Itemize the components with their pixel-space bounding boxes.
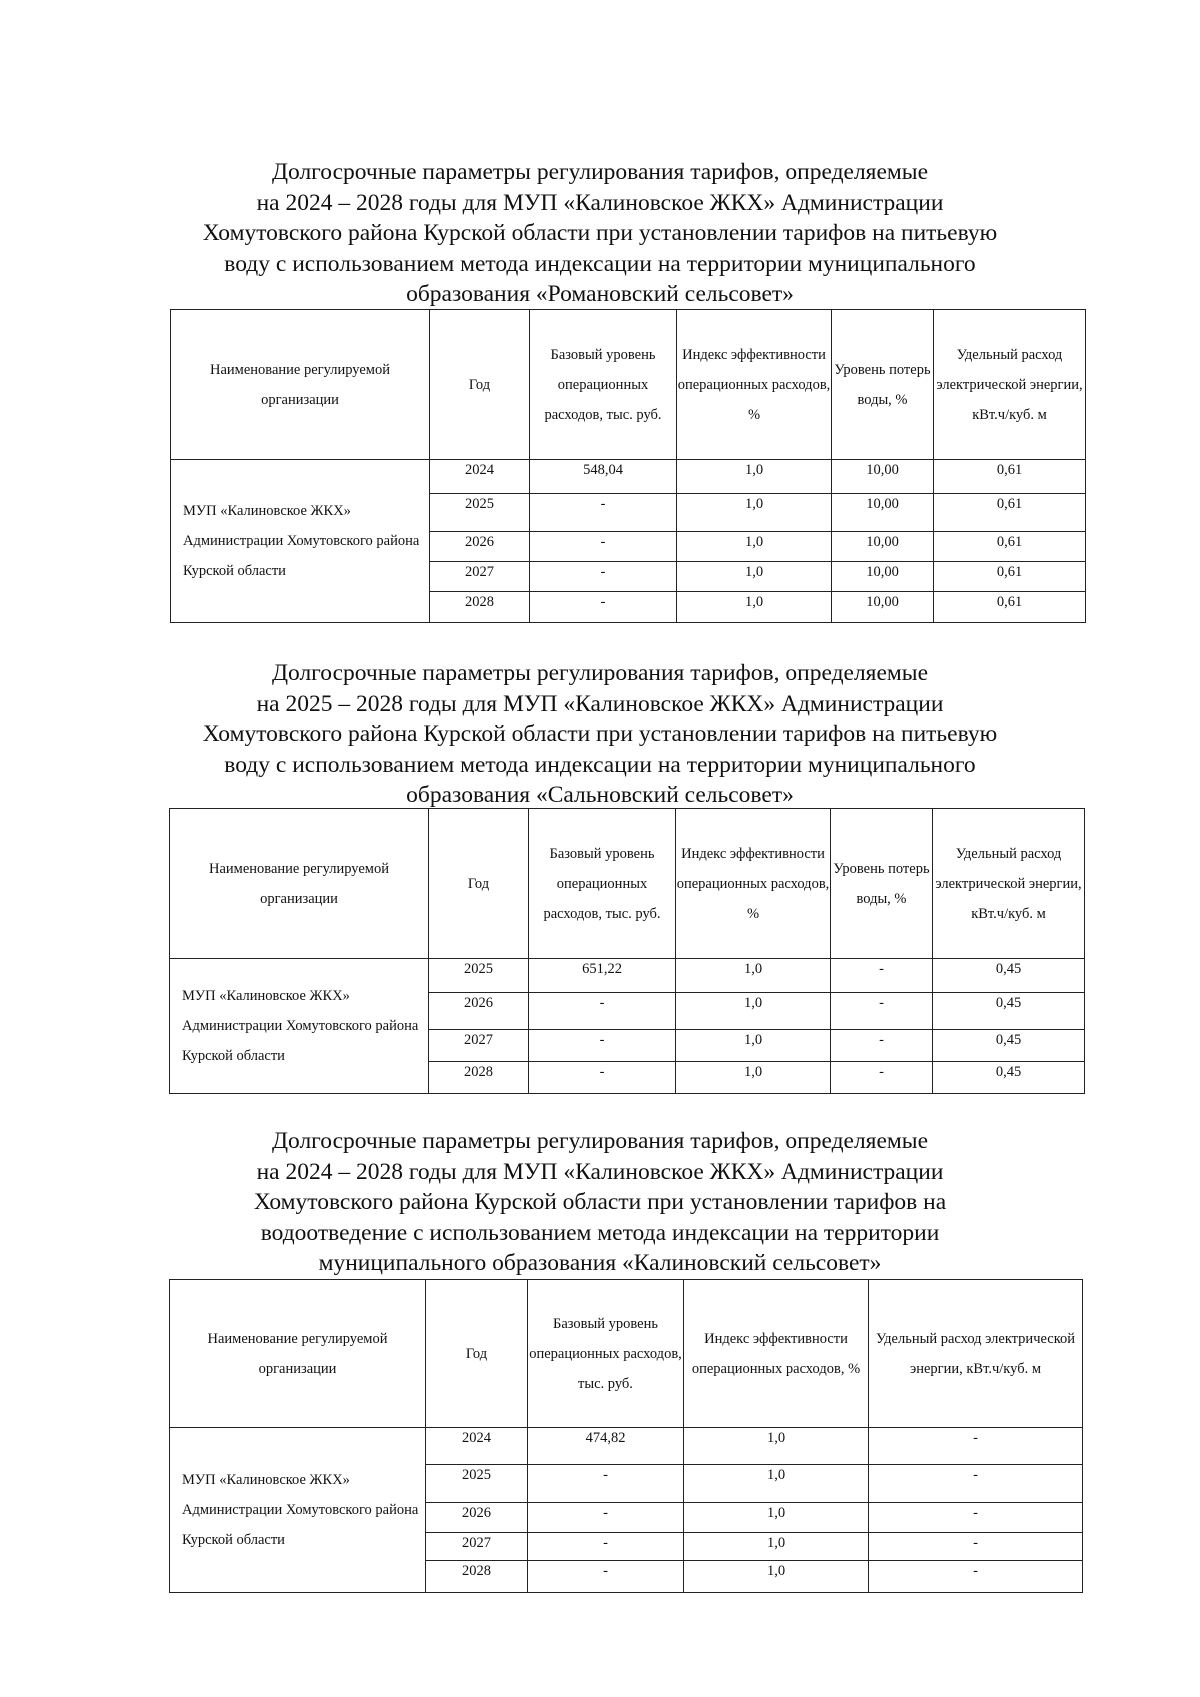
cell-loss: - xyxy=(831,959,933,993)
title-line: Долгосрочные параметры регулирования тарифов, определяемые xyxy=(271,159,929,185)
cell-index: 1,0 xyxy=(684,1533,869,1561)
header-energy: Удельный расход электрической энергии, кВт.ч/куб. м xyxy=(934,310,1086,460)
header-year: Год xyxy=(426,1280,528,1428)
cell-base: - xyxy=(528,1533,684,1561)
cell-year: 2027 xyxy=(430,562,530,592)
cell-index: 1,0 xyxy=(676,1030,831,1062)
cell-year: 2024 xyxy=(426,1428,528,1465)
title-line: водоотведение с использованием метода индексации на территории xyxy=(260,1219,940,1246)
cell-index: 1,0 xyxy=(684,1503,869,1533)
section-salnovsky xyxy=(0,658,1200,811)
cell-year: 2028 xyxy=(429,1062,529,1094)
cell-loss: - xyxy=(831,993,933,1030)
cell-base: - xyxy=(529,1062,676,1094)
cell-energy: 0,45 xyxy=(933,959,1085,993)
title-line: на 2024 – 2028 годы для МУП «Калиновское ЖКХ» Администрации xyxy=(256,189,944,216)
tariff-table-salnovsky xyxy=(169,808,1085,1094)
cell-year: 2026 xyxy=(429,993,529,1030)
cell-loss: - xyxy=(831,1062,933,1094)
header-org: Наименование регулируемой организации xyxy=(171,310,430,460)
title-line: Долгосрочные параметры регулирования тарифов, определяемые xyxy=(271,1128,929,1154)
cell-index: 1,0 xyxy=(684,1428,869,1465)
cell-energy: 0,45 xyxy=(933,1062,1085,1094)
cell-year: 2026 xyxy=(430,532,530,562)
cell-year: 2028 xyxy=(426,1561,528,1593)
cell-energy: 0,61 xyxy=(934,532,1086,562)
title-line: Долгосрочные параметры регулирования тарифов, определяемые xyxy=(271,660,929,686)
title-line: воду с использованием метода индексации на территории муниципального xyxy=(224,751,976,778)
cell-base: - xyxy=(529,1030,676,1062)
header-year: Год xyxy=(430,310,530,460)
cell-index: 1,0 xyxy=(684,1465,869,1503)
cell-energy: - xyxy=(869,1533,1083,1561)
cell-year: 2027 xyxy=(426,1533,528,1561)
cell-base: - xyxy=(528,1503,684,1533)
cell-energy: 0,61 xyxy=(934,494,1086,532)
cell-base: - xyxy=(530,532,677,562)
cell-energy: - xyxy=(869,1561,1083,1593)
cell-energy: 0,45 xyxy=(933,1030,1085,1062)
section-title xyxy=(90,1126,1110,1279)
section-romanovsky xyxy=(0,157,1200,310)
cell-base: 474,82 xyxy=(528,1428,684,1465)
header-energy: Удельный расход электрической энергии, кВт.ч/куб. м xyxy=(933,809,1085,959)
header-loss: Уровень потерь воды, % xyxy=(832,310,934,460)
header-org: Наименование регулируемой организации xyxy=(170,809,429,959)
header-org: Наименование регулируемой организации xyxy=(170,1280,426,1428)
cell-index: 1,0 xyxy=(676,959,831,993)
title-line: на 2025 – 2028 годы для МУП «Калиновское ЖКХ» Администрации xyxy=(256,690,944,717)
cell-base: 548,04 xyxy=(530,460,677,494)
cell-year: 2026 xyxy=(426,1503,528,1533)
cell-base: - xyxy=(530,592,677,623)
cell-loss: 10,00 xyxy=(832,494,934,532)
cell-loss: - xyxy=(831,1030,933,1062)
cell-loss: 10,00 xyxy=(832,532,934,562)
table-row xyxy=(170,959,1085,993)
cell-loss: 10,00 xyxy=(832,460,934,494)
header-year: Год xyxy=(429,809,529,959)
cell-energy: 0,61 xyxy=(934,562,1086,592)
cell-index: 1,0 xyxy=(677,532,832,562)
tariff-table-kalinovsky xyxy=(169,1279,1083,1593)
cell-base: 651,22 xyxy=(529,959,676,993)
cell-index: 1,0 xyxy=(677,562,832,592)
table-row xyxy=(171,460,1086,494)
cell-energy: 0,61 xyxy=(934,592,1086,623)
cell-year: 2027 xyxy=(429,1030,529,1062)
header-base: Базовый уровень операционных расходов, тыс. руб. xyxy=(528,1280,684,1428)
cell-energy: 0,45 xyxy=(933,993,1085,1030)
cell-energy: - xyxy=(869,1503,1083,1533)
table-row xyxy=(170,1428,1083,1465)
cell-energy: - xyxy=(869,1465,1083,1503)
cell-index: 1,0 xyxy=(677,494,832,532)
header-base: Базовый уровень операционных расходов, тыс. руб. xyxy=(530,310,677,460)
cell-base: - xyxy=(530,562,677,592)
cell-base: - xyxy=(528,1561,684,1593)
tariff-table-romanovsky xyxy=(170,309,1086,623)
title-line: муниципального образования «Калиновский сельсовет» xyxy=(318,1250,882,1276)
cell-year: 2028 xyxy=(430,592,530,623)
cell-index: 1,0 xyxy=(677,460,832,494)
title-line: Хомутовского района Курской области при установлении тарифов на питьевую xyxy=(202,220,998,246)
cell-index: 1,0 xyxy=(677,592,832,623)
cell-energy: - xyxy=(869,1428,1083,1465)
header-index: Индекс эффективности операционных расходов, % xyxy=(684,1280,869,1428)
cell-year: 2025 xyxy=(430,494,530,532)
org-name: МУП «Калиновское ЖКХ» Администрации Хомутовского района Курской области xyxy=(170,1428,426,1593)
org-name: МУП «Калиновское ЖКХ» Администрации Хомутовского района Курской области xyxy=(171,460,430,623)
cell-year: 2025 xyxy=(426,1465,528,1503)
cell-year: 2025 xyxy=(429,959,529,993)
header-loss: Уровень потерь воды, % xyxy=(831,809,933,959)
title-line: Хомутовского района Курской области при установлении тарифов на питьевую xyxy=(202,721,998,747)
header-energy: Удельный расход электрической энергии, кВт.ч/куб. м xyxy=(869,1280,1083,1428)
section-kalinovsky xyxy=(0,1126,1200,1279)
cell-index: 1,0 xyxy=(676,993,831,1030)
cell-base: - xyxy=(528,1465,684,1503)
header-index: Индекс эффективности операционных расходов, % xyxy=(676,809,831,959)
title-line: Хомутовского района Курской области при установлении тарифов на xyxy=(253,1189,947,1215)
section-title xyxy=(90,658,1110,811)
cell-base: - xyxy=(529,993,676,1030)
cell-index: 1,0 xyxy=(684,1561,869,1593)
title-line: на 2024 – 2028 годы для МУП «Калиновское ЖКХ» Администрации xyxy=(256,1158,944,1185)
title-line: образования «Романовский сельсовет» xyxy=(406,281,794,307)
title-line: образования «Сальновский сельсовет» xyxy=(406,782,794,808)
cell-loss: 10,00 xyxy=(832,562,934,592)
header-index: Индекс эффективности операционных расходов, % xyxy=(677,310,832,460)
cell-base: - xyxy=(530,494,677,532)
org-name: МУП «Калиновское ЖКХ» Администрации Хомутовского района Курской области xyxy=(170,959,429,1094)
section-title xyxy=(90,157,1110,310)
cell-loss: 10,00 xyxy=(832,592,934,623)
header-base: Базовый уровень операционных расходов, тыс. руб. xyxy=(529,809,676,959)
cell-energy: 0,61 xyxy=(934,460,1086,494)
cell-index: 1,0 xyxy=(676,1062,831,1094)
cell-year: 2024 xyxy=(430,460,530,494)
title-line: воду с использованием метода индексации на территории муниципального xyxy=(224,250,976,277)
